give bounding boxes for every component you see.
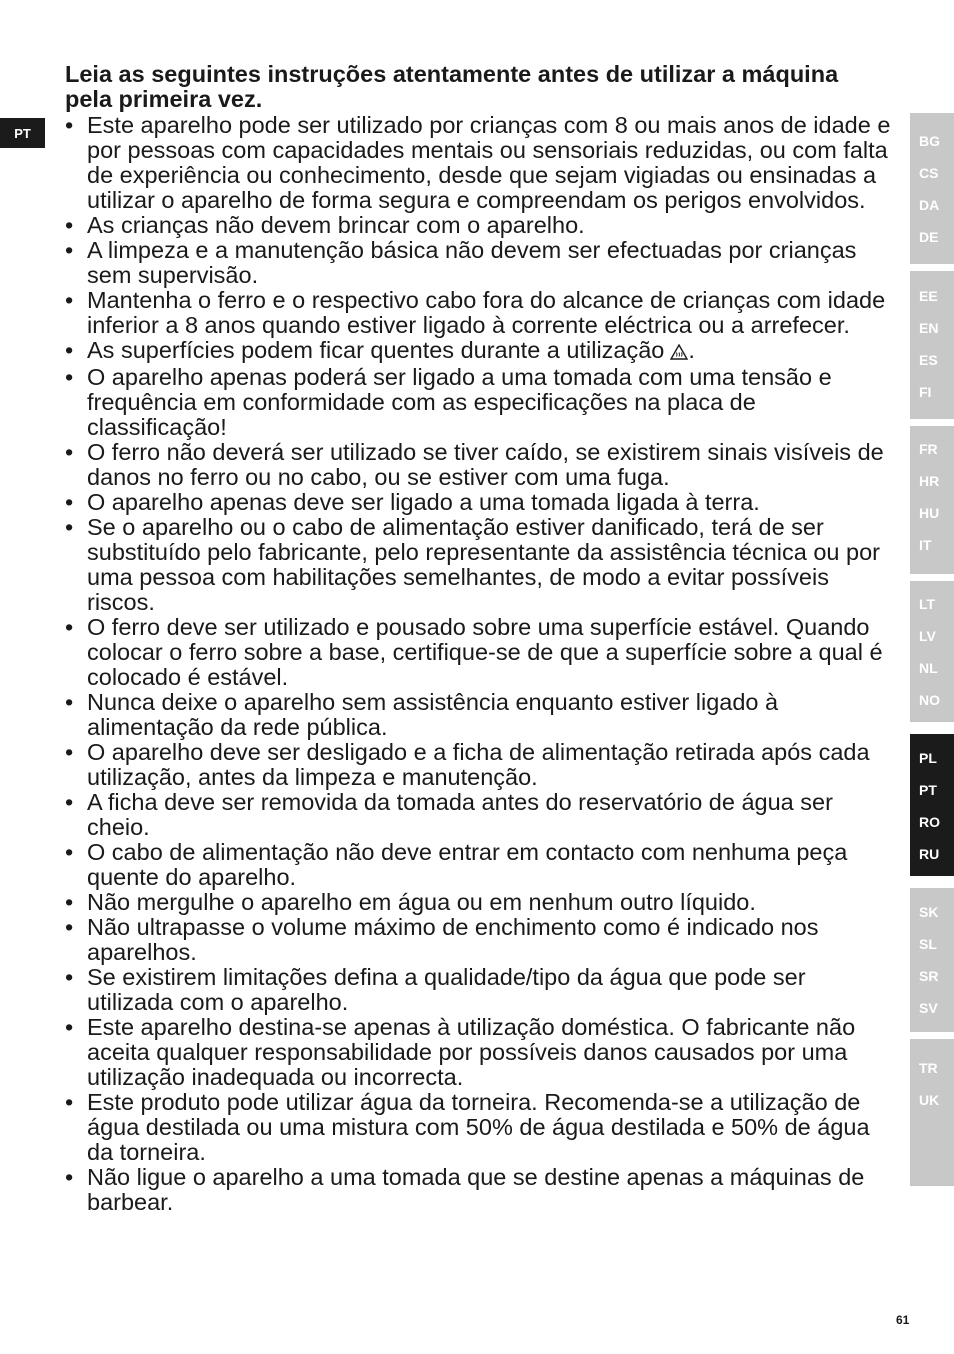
list-item-text: As crianças não devem brincar com o aparelho. — [87, 212, 585, 238]
list-item-text: A ficha deve ser removida da tomada antes do reservatório de água ser cheio. — [87, 789, 833, 840]
list-item-text: Mantenha o ferro e o respectivo cabo fora do alcance de crianças com idade inferior a 8 anos quando estiver ligado à corrente eléctrica ou a arrefecer. — [87, 287, 886, 338]
language-code-pl[interactable]: PL — [919, 750, 937, 766]
list-item — [65, 365, 895, 440]
bullet: • — [65, 1014, 74, 1040]
list-item-text: O aparelho apenas poderá ser ligado a uma tomada com uma tensão e frequência em conformidade com as especificações na placa de classificação! — [87, 364, 832, 440]
list-item-text: Nunca deixe o aparelho sem assistência enquanto estiver ligado à alimentação da rede pública. — [87, 689, 779, 740]
list-item-text: Este produto pode utilizar água da torneira. Recomenda-se a utilização de água destilada ou uma mistura com 50% de água destilada e 50% de água da torneira. — [87, 1089, 870, 1165]
group-divider — [910, 1032, 954, 1039]
language-code-en[interactable]: EN — [919, 320, 939, 336]
bullet: • — [65, 839, 74, 865]
language-code-ee[interactable]: EE — [919, 288, 938, 304]
language-code-no[interactable]: NO — [919, 692, 940, 708]
safety-instructions-list — [65, 113, 895, 1215]
page-number: 61 — [896, 1313, 910, 1327]
language-group-active — [910, 734, 954, 876]
language-code-pt[interactable]: PT — [919, 782, 937, 798]
list-item — [65, 965, 895, 1015]
bullet: • — [65, 287, 74, 313]
list-item — [65, 915, 895, 965]
list-item — [65, 690, 895, 740]
list-item-text: O ferro não deverá ser utilizado se tiver caído, se existirem sinais visíveis de danos no ferro ou no cabo, ou se estiver com uma fuga. — [87, 439, 884, 490]
bullet: • — [65, 337, 74, 363]
page-heading: Leia as seguintes instruções atentamente antes de utilizar a máquina pela primeira vez. — [65, 61, 839, 112]
bullet: • — [65, 237, 74, 263]
language-code-sr[interactable]: SR — [919, 968, 939, 984]
language-code-sl[interactable]: SL — [919, 936, 937, 952]
bullet: • — [65, 112, 74, 138]
list-item-text: As superfícies podem ficar quentes durante a utilização — [87, 337, 665, 363]
group-divider — [910, 264, 954, 271]
list-item — [65, 840, 895, 890]
bullet: • — [65, 1164, 74, 1190]
language-group — [910, 588, 954, 716]
bullet: • — [65, 914, 74, 940]
language-code-lv[interactable]: LV — [919, 628, 936, 644]
language-code-tr[interactable]: TR — [919, 1060, 938, 1076]
language-code-sv[interactable]: SV — [919, 1000, 938, 1016]
bullet: • — [65, 439, 74, 465]
language-code-cs[interactable]: CS — [919, 165, 939, 181]
group-divider — [910, 419, 954, 426]
list-item — [65, 890, 895, 915]
bullet: • — [65, 212, 74, 238]
list-item-text: Não ligue o aparelho a uma tomada que se destine apenas a máquinas de barbear. — [87, 1164, 865, 1215]
list-item-text: Se existirem limitações defina a qualidade/tipo da água que pode ser utilizada com o aparelho. — [87, 964, 806, 1015]
list-item-text: A limpeza e a manutenção básica não devem ser efectuadas por crianças sem supervisão. — [87, 237, 857, 288]
group-divider — [910, 722, 954, 734]
hot-surface-warning-icon — [670, 340, 688, 365]
bullet: • — [65, 489, 74, 515]
list-item-suffix: . — [688, 337, 695, 363]
list-item — [65, 615, 895, 690]
list-item — [65, 238, 895, 288]
bullet: • — [65, 364, 74, 390]
bullet: • — [65, 689, 74, 715]
list-item-text: Este aparelho destina-se apenas à utilização doméstica. O fabricante não aceita qualquer responsabilidade por possíveis danos causados por uma utilização inadequada ou incorrecta. — [87, 1014, 856, 1090]
list-item-text: O cabo de alimentação não deve entrar em contacto com nenhuma peça quente do aparelho. — [87, 839, 848, 890]
list-item — [65, 213, 895, 238]
language-tab-pt: PT — [0, 118, 45, 148]
list-item — [65, 440, 895, 490]
language-code-lt[interactable]: LT — [919, 596, 936, 612]
language-group — [910, 896, 954, 1024]
language-group — [910, 280, 954, 408]
list-item-text: Se o aparelho ou o cabo de alimentação estiver danificado, terá de ser substituído pelo fabricante, pelo representante da assistência técnica ou por uma pessoa com habilitações semelhantes, de modo a evitar possíveis riscos. — [87, 514, 880, 615]
group-divider — [910, 574, 954, 581]
language-code-hu[interactable]: HU — [919, 505, 940, 521]
list-item — [65, 790, 895, 840]
language-code-da[interactable]: DA — [919, 197, 940, 213]
language-code-hr[interactable]: HR — [919, 473, 940, 489]
list-item — [65, 490, 895, 515]
language-group — [910, 125, 954, 253]
list-item — [65, 515, 895, 615]
list-item-text: O aparelho deve ser desligado e a ficha de alimentação retirada após cada utilização, antes da limpeza e manutenção. — [87, 739, 870, 790]
language-code-ro[interactable]: RO — [919, 814, 940, 830]
list-item-text: O ferro deve ser utilizado e pousado sobre uma superfície estável. Quando colocar o ferro sobre a base, certifique-se de que a superfície sobre a qual é colocado é estável. — [87, 614, 883, 690]
bullet: • — [65, 889, 74, 915]
list-item-text: Não ultrapasse o volume máximo de enchimento como é indicado nos aparelhos. — [87, 914, 819, 965]
list-item — [65, 113, 895, 213]
list-item-text: O aparelho apenas deve ser ligado a uma tomada ligada à terra. — [87, 489, 760, 515]
language-code-sk[interactable]: SK — [919, 904, 939, 920]
list-item — [65, 338, 895, 365]
bullet: • — [65, 514, 74, 540]
list-item — [65, 288, 895, 338]
language-code-nl[interactable]: NL — [919, 660, 938, 676]
language-code-es[interactable]: ES — [919, 352, 938, 368]
list-item-text: Este aparelho pode ser utilizado por crianças com 8 ou mais anos de idade e por pessoas com capacidades mentais ou sensoriais reduzidas, ou com falta de experiência ou conhecimento, desde que sejam vigiadas ou ensinadas a utilizar o aparelho de forma segura e compreendam os perigos envolvidos. — [87, 112, 891, 213]
list-item — [65, 1015, 895, 1090]
list-item — [65, 1165, 895, 1215]
language-code-ru[interactable]: RU — [919, 846, 940, 862]
group-divider — [910, 876, 954, 888]
language-code-de[interactable]: DE — [919, 229, 939, 245]
list-item — [65, 1090, 895, 1165]
list-item-text: Não mergulhe o aparelho em água ou em nenhum outro líquido. — [87, 889, 756, 915]
language-group — [910, 433, 954, 561]
language-code-fr[interactable]: FR — [919, 441, 938, 457]
bullet: • — [65, 789, 74, 815]
language-code-uk[interactable]: UK — [919, 1092, 940, 1108]
bullet: • — [65, 739, 74, 765]
bullet: • — [65, 1089, 74, 1115]
language-code-fi[interactable]: FI — [919, 384, 932, 400]
bullet: • — [65, 614, 74, 640]
language-group — [910, 1052, 954, 1116]
language-code-bg[interactable]: BG — [919, 133, 940, 149]
list-item — [65, 740, 895, 790]
bullet: • — [65, 964, 74, 990]
language-sidebar — [910, 113, 954, 1186]
language-code-it[interactable]: IT — [919, 537, 932, 553]
